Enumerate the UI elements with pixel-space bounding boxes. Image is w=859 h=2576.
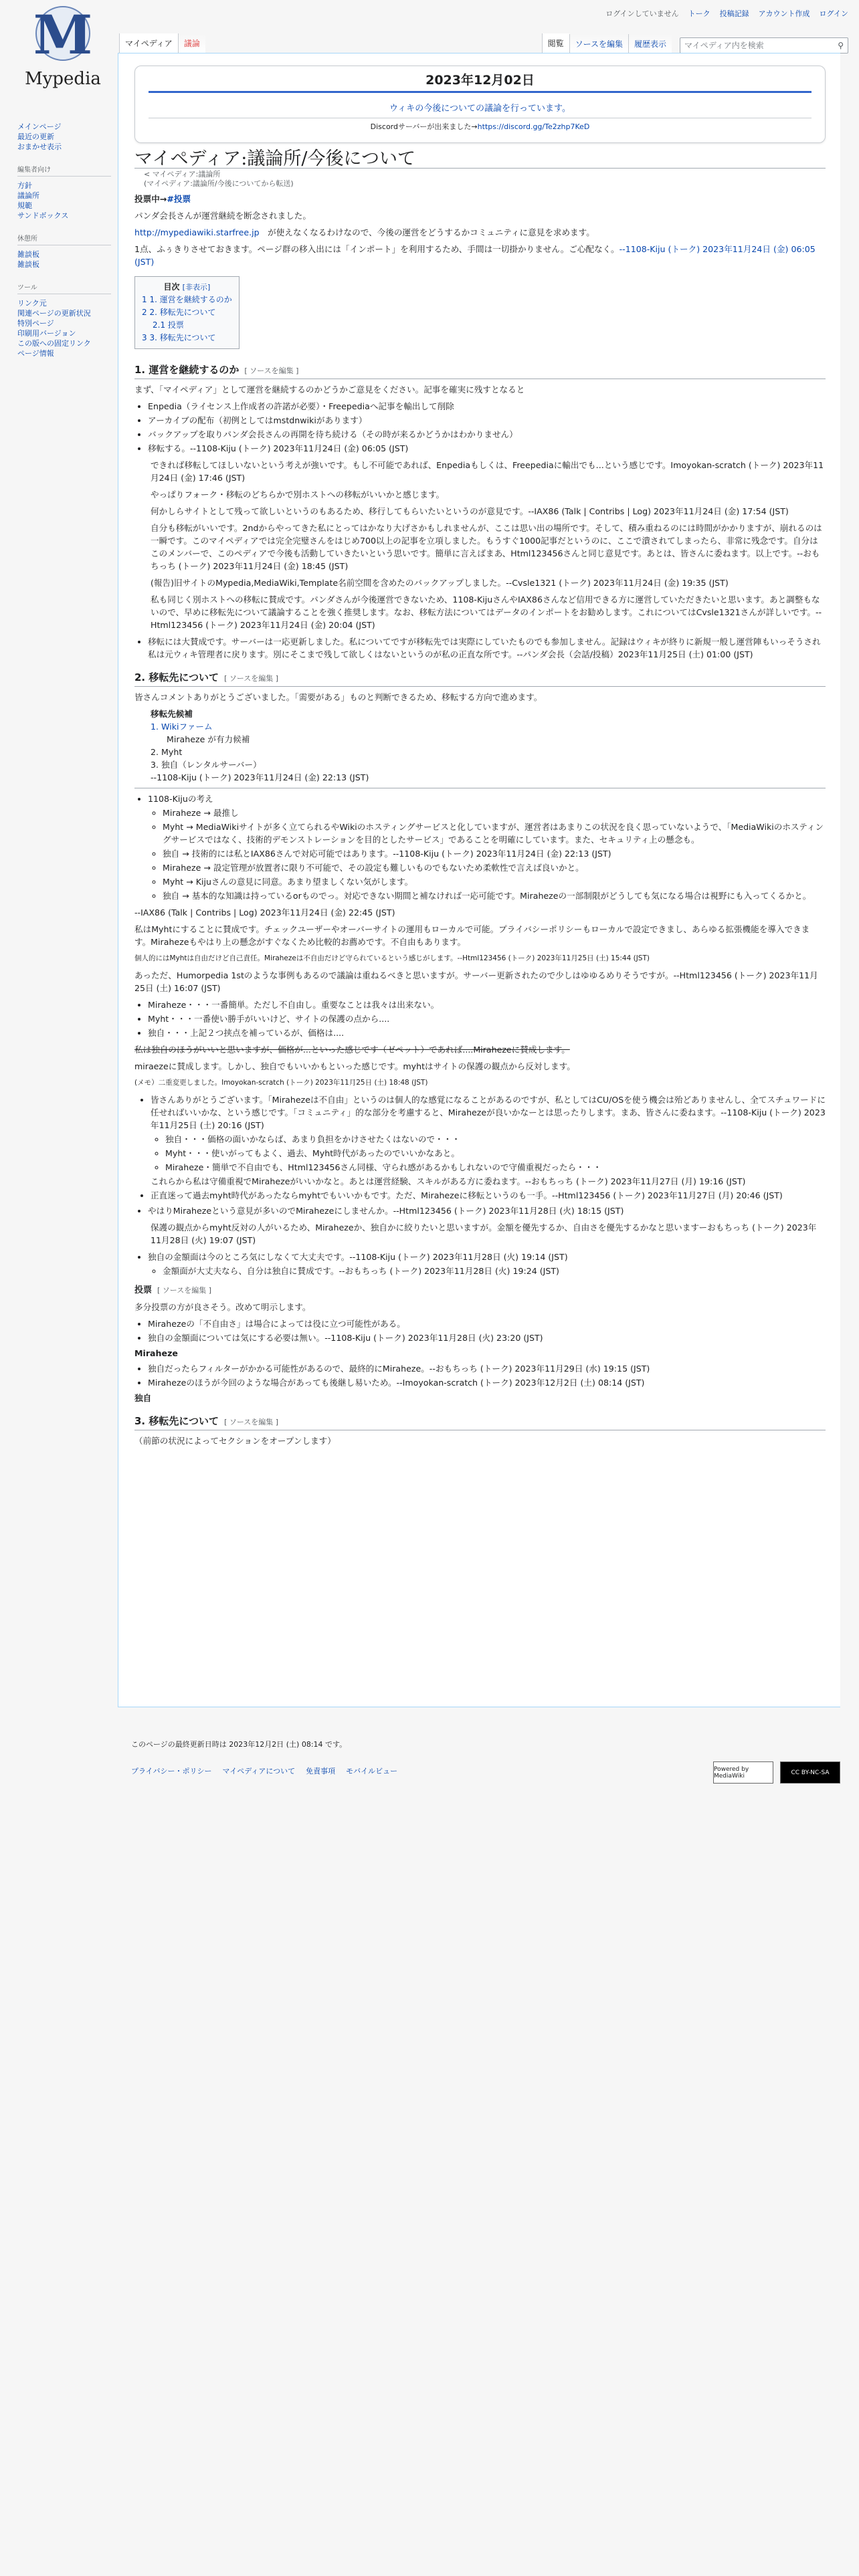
comment: 何かしらサイトとして残って欲しいというのもあるため、移行してもらいたいというのが意見です。--IAX86 (Talk | Contribs | Log) 2023年11月24日 (金) 17:54 (JST): [151, 506, 789, 516]
page-title: マイペディア:議論所/今後について: [134, 152, 826, 169]
list-item: ◦ Miraheze → 最推し: [163, 807, 826, 819]
tab-edit-source[interactable]: ソースを編集: [569, 34, 628, 53]
list-item: • Enpedia（ライセンス上作成者の許諾が必要）・Freepediaへ記事を輸出して削除: [148, 400, 826, 413]
sidebar-item[interactable]: 印刷用バージョン: [17, 329, 76, 338]
sidebar-item[interactable]: 議論所: [17, 191, 39, 200]
edit-section-link[interactable]: [ ソースを編集 ]: [224, 1418, 279, 1426]
notice-discord: [149, 118, 812, 133]
list-item: • Myht・・・一番使い勝手がいいけど、サイトの保護の点から....: [148, 1012, 826, 1025]
toc-item[interactable]: 2.1 投票: [153, 320, 184, 330]
sidebar-item[interactable]: 方針: [17, 181, 32, 190]
vote-notice: 投票中→#投票: [134, 194, 191, 204]
candidate-item[interactable]: 1. Wikiファーム: [151, 722, 213, 732]
signature: --IAX86 (Talk | Contribs | Log) 2023年11月24日 (金) 22:45 (JST): [134, 907, 395, 918]
edit-section-link[interactable]: [ ソースを編集 ]: [157, 1286, 212, 1295]
comment: できれば移転してほしいないという考えが強いです。もし不可能であれば、Enpediaもしくは、Freepediaに輸出でも...という感じです。Imoyokan-scratch (トーク) 2023年11月24日 (金) 17:46 (JST): [151, 460, 824, 483]
footer-badges: [713, 1761, 840, 1784]
toc-title: 目次: [163, 282, 180, 292]
reply-thread: [151, 459, 826, 631]
list-item: ◦ Myht・・・使いがってもよく、過去、Myht時代があったのでいいかなあと。: [165, 1147, 826, 1160]
search-input[interactable]: [680, 37, 848, 53]
list-item: • アーカイブの配布（初例としてはmstdnwikiがあります）: [148, 414, 826, 427]
comment: 私はMyhtにすることに賛成です。チェックユーザーやオーバーサイトの運用もローカルで可能。プライバシーポリシーもローカルで設定できまし、あらゆる拡張機能を導入できます。Mirahezeもやはり上の懸念がすぐなくため比較的お薦めです。不自由もあります。: [134, 924, 810, 947]
section-lead: 皆さんコメントありがとうございました。「需要がある」ものと判断できるため、移転する方向で進めます。: [134, 692, 543, 702]
comment: • やはりMirahezeという意見が多いのでMirahezeにしませんか。--Html123456 (トーク) 2023年11月28日 (火) 18:15 (JST): [148, 1204, 826, 1217]
list-item: • 独自・・・上記２つ挟点を補っているが、価格は....: [148, 1027, 826, 1039]
discord-label: Discordサーバーが出来ました→: [370, 122, 478, 131]
candidate-note: Miraheze が有力候補: [167, 734, 250, 744]
list-item: • Mirahezeのほうが今回のような場合があっても後継し易いため。--Imoyokan-scratch (トーク) 2023年12月2日 (土) 08:14 (JST): [148, 1376, 826, 1389]
comment: 私も同じく別ホストへの移転に賛成です。パンダさんが今後運営できないため、1108-KijuさんやIAX86さんなど信用できる方に運営していただきたいと思います。あと調整もないので、早めに移転先について議論することを強く推奨します。なお、移転方法についてはデータのインポートをお勧めします。これについてはCvsle1321さんが詳しいです。--Html123456 (トーク) 2023年11月24日 (金) 20:04 (JST): [151, 595, 822, 630]
sidebar-item[interactable]: 関連ページの更新状況: [17, 309, 91, 318]
candidates-heading: 移転先候補: [151, 709, 193, 719]
comment: miraezeに賛成します。しかし、独自でもいいかもといった感じです。myhtはサイトの保護の観点から反対します。: [134, 1061, 575, 1071]
list-item: ◦ Miraheze → 設定管理が放置者に限り不可能で、その設定も難しいものでもないため柔軟性で言えば良いかと。: [163, 861, 826, 874]
view-tabs: [542, 33, 848, 53]
list-item: • 移転する。--1108-Kiju (トーク) 2023年11月24日 (金) 06:05 (JST): [148, 442, 826, 455]
list-item: ◦ Miraheze・簡単で不自由でも、Html123456さん同様、守られ感があるかもしれないので守備重視だったら・・・: [165, 1161, 826, 1174]
tab-history[interactable]: 履歴表示: [628, 34, 672, 53]
login-link[interactable]: ログイン: [819, 9, 848, 18]
comment: 保護の観点からmyht反対の人がいるため、Mirahezeか、独自かに絞りたいと思いますが。金額を優先するか、自由さを優先するかなと思いますーおもちっち (トーク) 2023年11月28日 (火) 19:07 (JST): [151, 1222, 817, 1245]
comment: これらから私は守備重視でMirahezeがいいかなと。あとは運営経験、スキルがある方に委ねます。--おもちっち (トーク) 2023年11月27日 (月) 19:16 (JST): [151, 1176, 746, 1186]
cc-license-badge[interactable]: CC BY-NC-SA: [780, 1761, 840, 1784]
sidebar-item[interactable]: 特別ページ: [17, 319, 54, 328]
comment: ◦ 金額面が大丈夫なら、自分は独自に賛成です。--おもちっち (トーク) 2023年11月28日 (火) 19:24 (JST): [163, 1265, 826, 1277]
logo-letter: M: [33, 3, 93, 66]
section-heading: 2. 移転先について [ ソースを編集 ]: [134, 671, 826, 687]
intro-url-para: http://mypediawiki.starfree.jp が使えなくなるわけなので、今後の運営をどうするかコミュニティに意見を求めます。: [134, 227, 595, 237]
site-notice: [134, 66, 826, 143]
vote-group-heading: 独自: [134, 1393, 152, 1403]
comment: 個人的にはMyhtは自由だけど自己責任。Mirahezeは不自由だけど守られているという感じがします。--Html123456 (トーク) 2023年11月25日 (土) 15:44 (JST): [134, 954, 650, 962]
comment: 自分も移転がいいです。2ndからやってきた私にとってはかなり大げさかもしれませんが、ここは思い出の場所です。そして、積み重ねるのには時間がかかりますが、崩れるのは一瞬です。このマイペディアでは完全完璧さんをはじめ700以上の記事を立項しました。もうすぐ1000記事だというのに、ここで潰されてしまったら、非常に残念です。自分はこのメンバーで、このペディアで今後も活動していきたいという思いです。簡単に言えばまあ、Html123456さんと同じ意見です。あとは、皆さんに委ねます。以上です。--おもちっち (トーク) 2023年11月24日 (金) 18:45 (JST): [151, 523, 822, 571]
candidate-item: 2. Myht: [151, 747, 183, 757]
list-item: ◦ 独自 → 技術的には私とIAX86さんで対応可能ではあります。--1108-Kiju (トーク) 2023年11月24日 (金) 22:13 (JST): [163, 847, 826, 860]
footer-link[interactable]: マイペディアについて: [222, 1767, 296, 1776]
comment: • 皆さんありがとうございます。「Mirahezeは不自由」というのは個人的な感覚になることがあるのですが、私としてはCU/OSを使う機会は殆どありませんし、全てスチュワードに任せればいいかな、という感じです。「コミュニティ」的な部分を考慮すると、Mirahezeが良いかなーとは思ったりします。まあ、皆さんに委ねます。--1108-Kiju (トーク) 2023年11月25日 (土) 20:16 (JST) ◦ 独自・・・価格の面いかならば、あまり負担をかけさせたくはないので・・・ ◦ Myht・・・使いがってもよく、過去、Myht時代があったのでいいかなあと。 ◦ Miraheze・簡単で不自由でも、Html123456さん同様、守られ感があるかもしれないので守備重視だったら・・・ これらから私は守備重視でMirahezeがいいかなと。あとは運営経験、スキルがある方に委ねます。--おもちっち (トーク) 2023年11月27日 (月) 19:16 (JST): [151, 1093, 826, 1188]
sidebar-item[interactable]: ページ情報: [17, 349, 54, 358]
footer-link[interactable]: 免責事項: [306, 1767, 336, 1776]
tab-talk[interactable]: 議論: [178, 33, 205, 53]
kiju-thoughts: • 1108-Kijuの考え ◦ Miraheze → 最推し ◦ Myht → MediaWikiサイトが多く立てられるやWikiのホスティングサービスと化していますが、運営者はあまりこの状況を良く思っていないようで、「MediaWikiのホスティングサービスではなく、技術的デモンストレーションを目的としたサービス」であることを明確にしています。また、セキュリティ上の懸念も。 ◦ 独自 → 技術的には私とIAX86さんで対応可能ではあります。--1108-Kiju (トーク) 2023年11月24日 (金) 22:13 (JST) ◦ Miraheze → 設定管理が放置者に限り不可能で、その設定も難しいものでもないため柔軟性で言えば良いかと。 ◦ Myht → Kijuさんの意見に同意。あまり望ましくない気がします。 ◦ 独自 → 基本的な知識は持っているorものでっ。対応できない期間と補なければ一応可能です。Mirahezeの一部制限がどうしても気になる場合は視野にも入ってくるかと。: [148, 792, 826, 902]
intro-note: 1点、ふぅきりさせておきます。ページ群の移入出には「インポート」を利用するため、手間は一切掛かりません。ご心配なく。--1108-Kiju (トーク) 2023年11月24日 (金) 06:05 (JST): [134, 244, 816, 267]
comment: • 独自の金額面は今のところ気にしなくて大丈夫です。--1108-Kiju (トーク) 2023年11月28日 (火) 19:14 (JST) ◦ 金額面が大丈夫なら、自分は独自に賛成です。--おもちっち (トーク) 2023年11月28日 (火) 19:24 (JST): [148, 1251, 826, 1277]
subsection-heading: 投票 [ ソースを編集 ]: [134, 1285, 212, 1295]
anon-contribs-link[interactable]: 投稿記録: [719, 9, 749, 18]
sidebar-item[interactable]: 雑談板: [17, 260, 39, 269]
list-item: • バックアップを取りパンダ会長さんの再開を待ち続ける（その時が来るかどうかはわかりません）: [148, 428, 826, 441]
search-placeholder: マイペディア内を検索: [684, 41, 764, 50]
discord-link[interactable]: https://discord.gg/Te2zhp7KeD: [477, 122, 590, 131]
list-item: ◦ 独自・・・価格の面いかならば、あまり負担をかけさせたくはないので・・・: [165, 1133, 826, 1146]
sidebar-heading: 編集者向け: [17, 164, 111, 177]
vote-anchor-link[interactable]: #投票: [167, 194, 191, 204]
section-lead: （前節の状況によってセクションをオープンします）: [134, 1436, 336, 1446]
struck-comment: 私は独自のほうがいいと思いますが、価格が...といった感じです（ゼペット）であれば....Mirahezeに賛成します。: [134, 1045, 570, 1055]
list-item: ◦ Myht → MediaWikiサイトが多く立てられるやWikiのホスティングサービスと化していますが、運営者はあまりこの状況を良く思っていないようで、「MediaWikiのホスティングサービスではなく、技術的デモンストレーションを目的としたサービス」であることを明確にしています。また、セキュリティ上の懸念も。: [163, 821, 826, 846]
notice-date: 2023年12月02日: [149, 74, 812, 93]
intro-text: パンダ会長さんが運営継続を断念されました。: [134, 211, 311, 221]
toc-toggle[interactable]: [非表示]: [182, 283, 211, 292]
sidebar-heading: ツール: [17, 282, 111, 294]
powered-by-mediawiki-badge[interactable]: Powered by MediaWiki: [713, 1761, 773, 1784]
list-item: • 独自だったらフィルターがかかる可能性があるので、最終的にMiraheze。--おもちっち (トーク) 2023年11月29日 (水) 19:15 (JST): [148, 1362, 826, 1375]
last-modified: このページの最終更新日時は 2023年12月2日 (土) 08:14 です。: [131, 1740, 347, 1749]
toc-item[interactable]: 1 1. 運営を継続するのか: [142, 295, 232, 304]
list-item: ◦ Myht → Kijuさんの意見に同意。あまり望ましくない気がします。: [163, 875, 826, 888]
toc-item[interactable]: 2 2. 移転先について: [142, 308, 216, 317]
sidebar-item[interactable]: 最近の更新: [17, 132, 54, 141]
list-item: • Miraheze・・・一番簡単。ただし不自由し。重要なことは我々は出来ない。: [148, 998, 826, 1011]
section-heading: 3. 移転先について [ ソースを編集 ]: [134, 1415, 826, 1430]
sidebar-item[interactable]: この版への固定リンク: [17, 339, 91, 348]
sidebar-item[interactable]: メインページ: [17, 122, 62, 131]
option-list: [148, 400, 826, 455]
tab-page[interactable]: マイペディア: [119, 33, 178, 53]
edit-section-link[interactable]: [ ソースを編集 ]: [224, 674, 279, 683]
sidebar-item[interactable]: 規範: [17, 201, 32, 210]
list-item: ◦ 独自 → 基本的な知識は持っているorものでっ。対応できない期間と補なければ一応可能です。Mirahezeの一部制限がどうしても気になる場合は視野にも入ってくるかと。: [163, 889, 826, 902]
footer-link[interactable]: モバイルビュー: [346, 1767, 398, 1776]
intro-url[interactable]: http://mypediawiki.starfree.jp: [134, 227, 260, 237]
create-account-link[interactable]: アカウント作成: [758, 9, 810, 18]
site-logo[interactable]: [9, 1, 116, 95]
toc-item[interactable]: 3 3. 移転先について: [142, 333, 216, 342]
footer-link[interactable]: プライバシー・ポリシー: [131, 1767, 212, 1776]
vote-group-heading: Miraheze: [134, 1348, 178, 1358]
comment: やっぱりフォーク・移転のどちらかで別ホストへの移転がいいかと感じます。: [151, 490, 445, 500]
section-lead: まず、「マイペディア」として運営を継続するのかどうかご意見をください。記事を確実に残すとなると: [134, 385, 525, 395]
table-of-contents: [134, 276, 240, 349]
sidebar: [17, 122, 111, 358]
logo-name: Mypedia: [25, 69, 101, 89]
comment: • 正直迷って過去myht時代があったならmyhtでもいいかもです。ただ、Mirahezeに移転というのも一手。--Html123456 (トーク) 2023年11月27日 (月) 20:46 (JST): [151, 1189, 826, 1202]
sidebar-item[interactable]: リンク元: [17, 299, 47, 308]
notice-link[interactable]: ウィキの今後についての議論を行っています。: [389, 104, 571, 114]
search-icon[interactable]: ⚲: [838, 41, 844, 50]
comment: • 移転には大賛成です。サーバーは一応更新しました。私についてですが移転先では実際にしていたものでも参加しません。記録はウィキが終りに新規一般し運営陣もいっそうされ私は元ウィキ管理者に戻ります。別にそこまで残して欲しくはないというのが私の正直な所です。--パンダ会長（会話/投稿）2023年11月25日 (土) 01:00 (JST): [148, 635, 826, 661]
edit-section-link[interactable]: [ ソースを編集 ]: [244, 366, 299, 375]
signature: --1108-Kiju (トーク) 2023年11月24日 (金) 22:13 (JST): [151, 772, 369, 782]
list-item: • Mirahezeの「不自由さ」は場合によっては役に立つ可能性がある。: [148, 1317, 826, 1330]
sidebar-item[interactable]: 雑談板: [17, 250, 39, 259]
candidates: [151, 708, 826, 784]
redirect-note: (マイペディア:議論所/今後についてから転送): [144, 179, 294, 188]
candidate-item: 3. 独自（レンタルサーバー）: [151, 760, 262, 770]
comment: (報告)旧サイトのMypedia,MediaWiki,Template名前空間を含めたのバックアップしました。--Cvsle1321 (トーク) 2023年11月24日 (金) 19:35 (JST): [151, 578, 729, 588]
comment: あっただ、Humorpedia 1stのような事例もあるので議論は重ねるべきと思いますが。サーバー更新されたので少しはゆゆるめりそうですが。--Html123456 (トーク) 2023年11月25日 (土) 16:07 (JST): [134, 970, 818, 993]
section-heading: 1. 運営を継続するのか [ ソースを編集 ]: [134, 364, 826, 379]
intro-signature[interactable]: --1108-Kiju (トーク) 2023年11月24日 (金) 06:05 (JST): [134, 244, 816, 267]
list-item: • 独自の金額面については気にする必要は無い。--1108-Kiju (トーク) 2023年11月28日 (火) 23:20 (JST): [148, 1331, 826, 1344]
anon-label: ログインしていません: [605, 9, 679, 18]
tab-read[interactable]: 閲覧: [542, 33, 569, 53]
sidebar-heading: 休憩所: [17, 233, 111, 245]
namespace-tabs: [119, 33, 205, 53]
personal-tools: [605, 8, 848, 19]
comment: (メモ）二重変更しました。Imoyokan-scratch (トーク) 2023年11月25日 (土) 18:48 (JST): [134, 1079, 428, 1087]
section-lead: 多分投票の方が良さそう。改めて明示します。: [134, 1302, 311, 1312]
sidebar-item[interactable]: おまかせ表示: [17, 142, 62, 151]
subpage-link[interactable]: < マイペディア:議論所: [144, 170, 221, 179]
main-content: [118, 53, 840, 1707]
sidebar-item[interactable]: サンドボックス: [17, 211, 69, 220]
anon-talk-link[interactable]: トーク: [688, 9, 710, 18]
